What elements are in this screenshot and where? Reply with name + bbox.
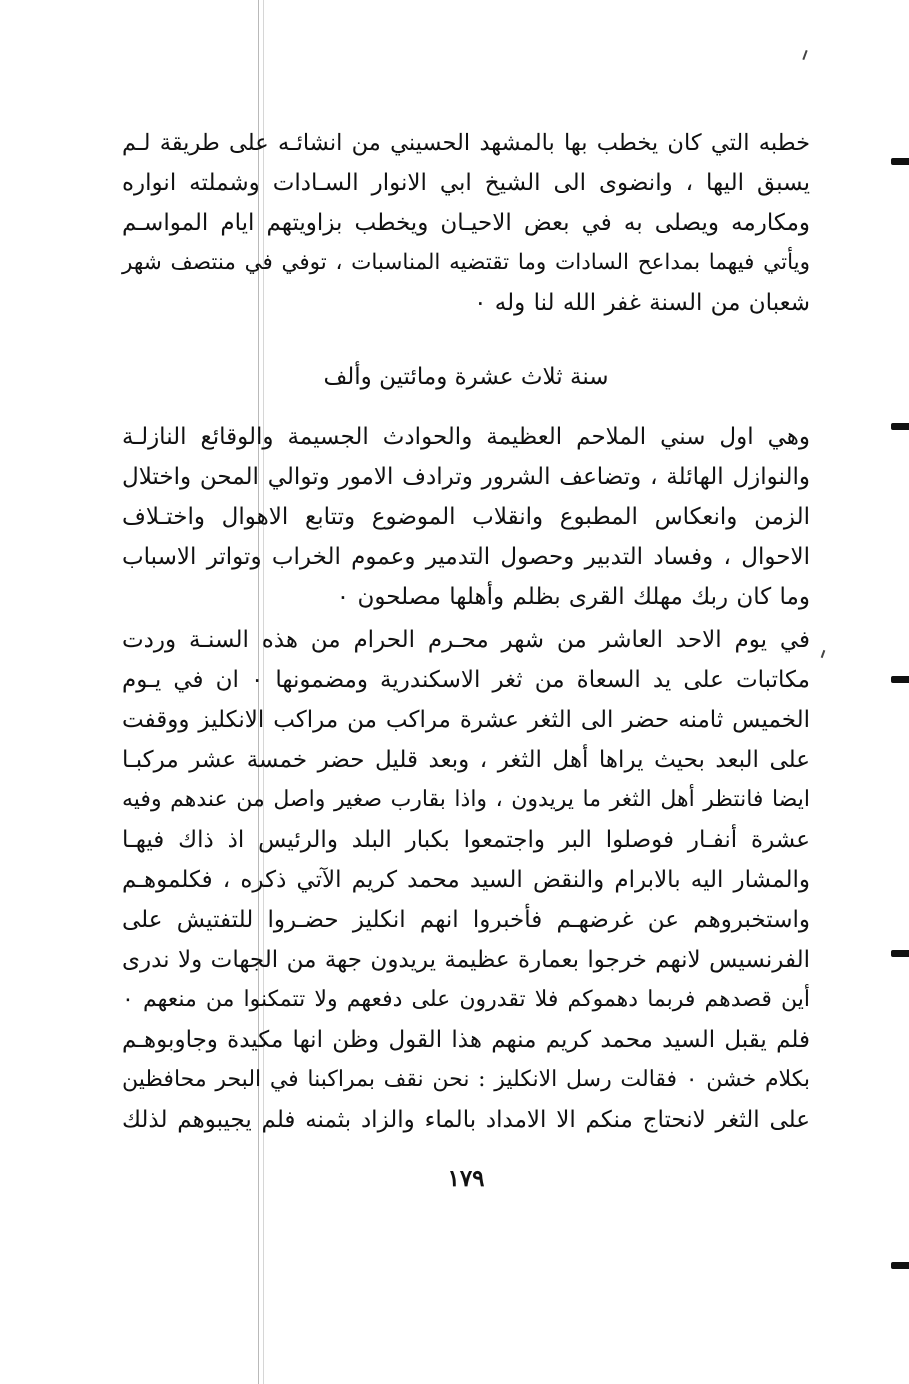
scan-speck <box>802 50 807 60</box>
margin-binding-mark <box>891 158 909 165</box>
text-line: يسبق اليها ، وانضوى الى الشيخ ابي الانوار السـادات وشملته انواره <box>122 170 810 196</box>
text-line: ومكارمه ويصلى به في بعض الاحيـان ويخطب بزاويتهم ايام المواسـم <box>122 210 810 236</box>
text-line: الفرنسيس لانهم خرجوا بعمارة عظيمة يريدون جهة من الجهات ولا ندرى <box>122 947 810 973</box>
margin-binding-mark <box>891 1262 909 1269</box>
text-line: فلم يقبل السيد محمد كريم منهم هذا القول وظن انها مكيدة وجاوبوهـم <box>122 1027 810 1053</box>
text-line: عشرة أنفـار فوصلوا البر واجتمعوا بكبار البلد والرئيس اذ ذاك فيهـا <box>122 827 810 853</box>
text-line: وهي اول سني الملاحم العظيمة والحوادث الجسيمة والوقائع النازلـة <box>122 424 810 450</box>
paragraph-1 <box>122 123 810 323</box>
text-line: وما كان ربك مهلك القرى بظلم وأهلها مصلحون ٠ <box>336 584 810 610</box>
section-heading: سنة ثلاث عشرة ومائتين وألف <box>323 364 609 390</box>
text-line: شعبان من السنة غفر الله لنا وله ٠ <box>474 290 810 316</box>
page-number: ١٧٩ <box>447 1165 485 1192</box>
margin-binding-mark <box>891 676 909 683</box>
text-line: مكاتبات على يد السعاة من ثغر الاسكندرية ومضمونها ٠ ان في يـوم <box>122 667 811 693</box>
scan-speck <box>821 650 826 658</box>
text-line: الزمن وانعكاس المطبوع وانقلاب الموضوع وتتابع الاهوال واختـلاف <box>122 504 810 530</box>
margin-binding-mark <box>891 950 909 957</box>
text-line: والمشار اليه بالابرام والنقض السيد محمد كريم الآتي ذكره ، فكلموهـم <box>122 867 810 893</box>
text-line: ايضا فانتظر أهل الثغر ما يريدون ، واذا بقارب صغير واصل من عندهم وفيه <box>122 787 810 812</box>
text-line: على البعد بحيث يراها أهل الثغر ، وبعد قليل حضر خمسة عشر مركبـا <box>122 747 810 773</box>
text-line: خطبه التي كان يخطب بها بالمشهد الحسيني من انشائـه على طريقة لـم <box>122 130 810 156</box>
text-line: الاحوال ، وفساد التدبير وحصول التدمير وعموم الخراب وتواتر الاسباب <box>122 544 810 570</box>
text-line: أين قصدهم فربما دهموكم فلا تقدرون على دفعهم ولا تتمكنوا من منعهم ٠ <box>122 987 810 1012</box>
text-line: الخميس ثامنه حضر الى الثغر عشرة مراكب من مراكب الانكليز ووقفت <box>122 707 810 733</box>
text-line: ويأتي فيهما بمداعح السادات وما تقتضيه المناسبات ، توفي في منتصف شهر <box>122 250 810 275</box>
paragraph-3 <box>122 620 810 1140</box>
text-line: والنوازل الهائلة ، وتضاعف الشرور وترادف الامور وتوالي المحن واختلال <box>122 464 810 490</box>
text-line: على الثغر لانحتاج منكم الا الامداد بالماء والزاد بثمنه فلم يجيبوهم لذلك <box>122 1107 810 1133</box>
paragraph-2 <box>122 417 810 617</box>
text-line: في يوم الاحد العاشر من شهر محـرم الحرام من هذه السنـة وردت <box>122 627 810 653</box>
margin-binding-mark <box>891 423 909 430</box>
text-line: واستخبروهم عن غرضهـم فأخبروا انهم انكليز حضـروا للتفتيش على <box>122 907 810 933</box>
text-line: بكلام خشن ٠ فقالت رسل الانكليز : نحن نقف بمراكبنا في البحر محافظين <box>122 1067 810 1092</box>
